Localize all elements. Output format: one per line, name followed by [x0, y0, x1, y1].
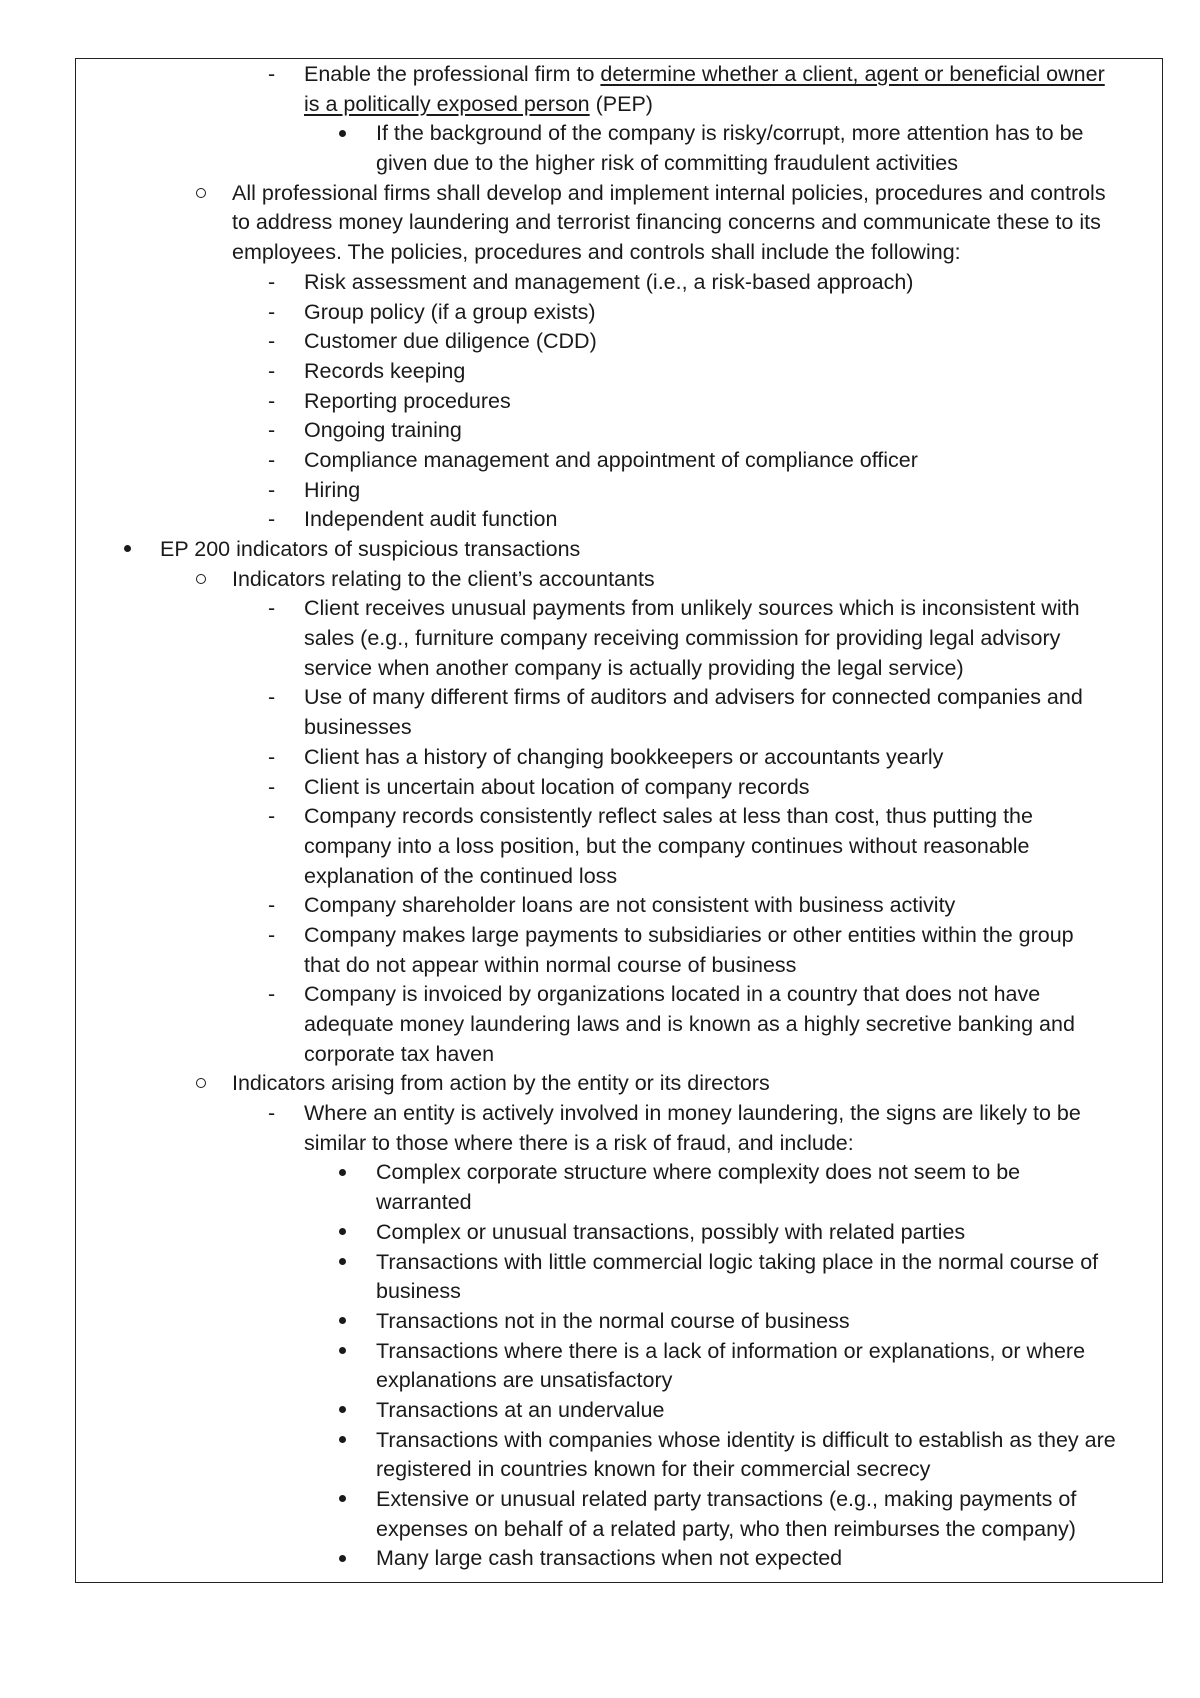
text-line	[0, 1158, 1200, 1188]
text-line	[0, 535, 1200, 565]
text-line	[0, 1010, 1200, 1040]
text-segment: Where an entity is actively involved in money laundering, the signs are likely to be	[304, 1101, 1081, 1126]
text-line	[0, 1069, 1200, 1099]
line-text	[376, 1396, 664, 1426]
text-line	[0, 980, 1200, 1010]
text-line	[0, 1544, 1200, 1574]
text-segment: Extensive or unusual related party transactions (e.g., making payments of	[376, 1487, 1077, 1511]
line-text	[376, 1544, 842, 1574]
line-text	[304, 446, 918, 476]
text-line	[0, 1337, 1200, 1367]
bullet-marker	[339, 1218, 346, 1248]
text-segment: adequate money laundering laws and is known as a highly secretive banking and	[304, 1012, 1075, 1036]
text-line	[0, 713, 1200, 743]
text-segment: Transactions not in the normal course of business	[376, 1308, 850, 1333]
line-text	[304, 891, 955, 921]
line-text	[232, 208, 1101, 238]
text-segment: Complex corporate structure where complexity does not seem to be	[376, 1160, 1021, 1185]
text-line	[0, 119, 1200, 149]
text-segment: EP 200 indicators of suspicious transactions	[160, 537, 581, 561]
line-text	[376, 1158, 1020, 1188]
line-text	[304, 90, 653, 120]
line-text	[232, 1069, 770, 1099]
text-segment: Company records consistently reflect sales at less than cost, thus putting the	[304, 804, 1033, 829]
text-segment: expenses on behalf of a related party, who then reimburses the company)	[376, 1516, 1076, 1541]
text-line	[0, 90, 1200, 120]
dash-marker: -	[268, 774, 276, 799]
text-segment: Client receives unusual payments from unlikely sources which is inconsistent with	[304, 596, 1080, 621]
text-segment: registered in countries known for their commercial secrecy	[376, 1457, 931, 1482]
line-text	[304, 683, 1083, 713]
text-segment: (PEP)	[589, 91, 653, 116]
dash-marker: -	[268, 388, 276, 413]
dash-marker: -	[268, 744, 276, 769]
text-segment: Indicators arising from action by the entity or its directors	[232, 1071, 770, 1096]
line-text	[304, 505, 557, 535]
bullet-marker	[339, 1158, 346, 1188]
text-line	[0, 298, 1200, 328]
text-line	[0, 208, 1200, 238]
line-text	[304, 594, 1080, 624]
underlined-text: is a politically exposed person	[304, 91, 590, 116]
text-line	[0, 773, 1200, 803]
line-text	[376, 1366, 672, 1396]
text-line	[0, 832, 1200, 862]
text-line	[0, 238, 1200, 268]
text-line	[0, 1426, 1200, 1456]
line-text	[304, 476, 360, 506]
text-line	[0, 1040, 1200, 1070]
text-line	[0, 1188, 1200, 1218]
dash-marker: -	[268, 358, 276, 383]
line-text	[376, 1485, 1076, 1515]
text-segment: Client has a history of changing bookkeepers or accountants yearly	[304, 744, 944, 769]
dash-marker: -	[268, 982, 276, 1007]
text-segment: Indicators relating to the client’s accountants	[232, 566, 655, 591]
text-segment: Company is invoiced by organizations located in a country that does not have	[304, 982, 1041, 1007]
text-line	[0, 387, 1200, 417]
dash-marker: -	[268, 685, 276, 710]
text-line	[0, 1485, 1200, 1515]
text-segment: given due to the higher risk of committing fraudulent activities	[376, 151, 958, 176]
line-text	[304, 951, 796, 981]
line-text	[304, 327, 597, 357]
line-text	[304, 60, 1105, 90]
line-text	[304, 624, 1060, 654]
text-line	[0, 1515, 1200, 1545]
circle-marker	[196, 179, 206, 209]
text-line	[0, 1218, 1200, 1248]
text-line	[0, 327, 1200, 357]
text-segment: Transactions where there is a lack of information or explanations, or where	[376, 1338, 1086, 1363]
text-line	[0, 476, 1200, 506]
line-text	[376, 1307, 850, 1337]
text-segment: Transactions with little commercial logic taking place in the normal course of	[376, 1249, 1099, 1274]
line-text	[304, 832, 1029, 862]
text-segment: Reporting procedures	[304, 388, 511, 413]
line-text	[304, 980, 1040, 1010]
bullet-marker	[339, 1426, 346, 1456]
text-segment: Records keeping	[304, 358, 466, 383]
text-line	[0, 743, 1200, 773]
text-segment: Hiring	[304, 477, 361, 502]
text-segment: Compliance management and appointment of compliance officer	[304, 447, 918, 472]
circle-marker	[196, 1069, 206, 1099]
line-text	[376, 149, 958, 179]
bullet-marker	[339, 1337, 346, 1367]
text-line	[0, 862, 1200, 892]
line-text	[376, 1337, 1085, 1367]
text-line	[0, 446, 1200, 476]
text-line	[0, 891, 1200, 921]
line-text	[232, 179, 1106, 209]
line-text	[376, 1455, 930, 1485]
line-text	[304, 713, 412, 743]
text-segment: corporate tax haven	[304, 1041, 495, 1066]
line-text	[304, 1129, 854, 1159]
text-line	[0, 357, 1200, 387]
dash-marker: -	[268, 269, 276, 294]
text-line	[0, 1129, 1200, 1159]
bullet-marker	[339, 1485, 346, 1515]
text-segment: Group policy (if a group exists)	[304, 299, 596, 324]
text-segment: Transactions with companies whose identity is difficult to establish as they are	[376, 1427, 1116, 1452]
text-line	[0, 683, 1200, 713]
dash-marker: -	[268, 299, 276, 324]
text-line	[0, 1307, 1200, 1337]
text-segment: Use of many different firms of auditors and advisers for connected companies and	[304, 685, 1083, 710]
dash-marker: -	[268, 507, 276, 532]
line-text	[304, 921, 1074, 951]
text-line	[0, 1455, 1200, 1485]
text-line	[0, 921, 1200, 951]
text-line	[0, 594, 1200, 624]
text-segment: businesses	[304, 715, 412, 740]
text-segment: Independent audit function	[304, 507, 558, 532]
dash-marker: -	[268, 62, 276, 86]
line-text	[376, 119, 1083, 149]
line-text	[304, 357, 465, 387]
line-text	[304, 268, 913, 298]
line-text	[304, 743, 943, 773]
text-segment: Many large cash transactions when not expected	[376, 1546, 843, 1571]
text-line	[0, 624, 1200, 654]
text-segment: Customer due diligence (CDD)	[304, 329, 597, 354]
line-text	[376, 1277, 461, 1307]
underlined-text: determine whether a client, agent or beneficial owner	[600, 62, 1105, 86]
line-text	[376, 1515, 1076, 1545]
dash-marker: -	[268, 477, 276, 502]
text-segment: employees. The policies, procedures and controls shall include the following:	[232, 240, 961, 265]
bullet-marker	[339, 1544, 346, 1574]
line-text	[304, 1010, 1075, 1040]
line-text	[160, 535, 580, 565]
text-segment: Risk assessment and management (i.e., a risk-based approach)	[304, 269, 914, 294]
dash-marker: -	[268, 447, 276, 472]
text-segment: service when another company is actually providing the legal service)	[304, 655, 964, 680]
text-line	[0, 1099, 1200, 1129]
text-segment: Complex or unusual transactions, possibly with related parties	[376, 1219, 966, 1244]
text-segment: explanations are unsatisfactory	[376, 1368, 673, 1393]
text-segment: sales (e.g., furniture company receiving commission for providing legal advisory	[304, 626, 1061, 651]
dash-marker: -	[268, 922, 276, 947]
text-line	[0, 565, 1200, 595]
text-segment: Company makes large payments to subsidiaries or other entities within the group	[304, 922, 1074, 947]
text-segment: If the background of the company is risky/corrupt, more attention has to be	[376, 121, 1084, 146]
line-text	[304, 773, 810, 803]
line-text	[304, 802, 1033, 832]
text-segment: Transactions at an undervalue	[376, 1397, 665, 1422]
text-line	[0, 1396, 1200, 1426]
circle-marker	[196, 565, 206, 595]
text-segment: Client is uncertain about location of company records	[304, 774, 810, 799]
text-line	[0, 268, 1200, 298]
dash-marker: -	[268, 804, 276, 829]
text-line	[0, 951, 1200, 981]
dash-marker: -	[268, 329, 276, 354]
bullet-marker	[124, 535, 131, 565]
line-text	[376, 1248, 1098, 1278]
text-line	[0, 179, 1200, 209]
text-line	[0, 1248, 1200, 1278]
text-line	[0, 654, 1200, 684]
line-text	[232, 565, 655, 595]
dash-marker: -	[268, 1101, 276, 1126]
text-line	[0, 60, 1200, 90]
bullet-marker	[339, 1307, 346, 1337]
text-line	[0, 1277, 1200, 1307]
dash-marker: -	[268, 596, 276, 621]
line-text	[304, 1099, 1081, 1129]
bullet-marker	[339, 1396, 346, 1426]
text-segment: that do not appear within normal course of business	[304, 952, 797, 977]
text-segment: company into a loss position, but the company continues without reasonable	[304, 833, 1030, 858]
text-segment: Enable the professional firm to	[304, 62, 601, 86]
text-segment: warranted	[376, 1190, 472, 1215]
bullet-marker	[339, 1248, 346, 1278]
line-text	[376, 1188, 472, 1218]
text-line	[0, 416, 1200, 446]
text-segment: explanation of the continued loss	[304, 863, 618, 888]
dash-marker: -	[268, 893, 276, 918]
text-segment: to address money laundering and terrorist financing concerns and communicate these to its	[232, 210, 1101, 235]
line-text	[304, 654, 964, 684]
text-line	[0, 149, 1200, 179]
line-text	[304, 416, 462, 446]
text-segment: business	[376, 1279, 461, 1304]
text-segment: All professional firms shall develop and implement internal policies, procedures and controls	[232, 180, 1106, 205]
text-segment: Company shareholder loans are not consistent with business activity	[304, 893, 956, 918]
document-body	[0, 60, 1200, 1574]
text-line	[0, 1366, 1200, 1396]
dash-marker: -	[268, 418, 276, 443]
line-text	[376, 1218, 965, 1248]
line-text	[304, 862, 617, 892]
text-line	[0, 802, 1200, 832]
line-text	[304, 1040, 494, 1070]
line-text	[232, 238, 961, 268]
text-segment: Ongoing training	[304, 418, 462, 443]
line-text	[304, 298, 596, 328]
line-text	[304, 387, 511, 417]
text-line	[0, 505, 1200, 535]
bullet-marker	[339, 119, 346, 149]
line-text	[376, 1426, 1116, 1456]
text-segment: similar to those where there is a risk of fraud, and include:	[304, 1130, 854, 1155]
